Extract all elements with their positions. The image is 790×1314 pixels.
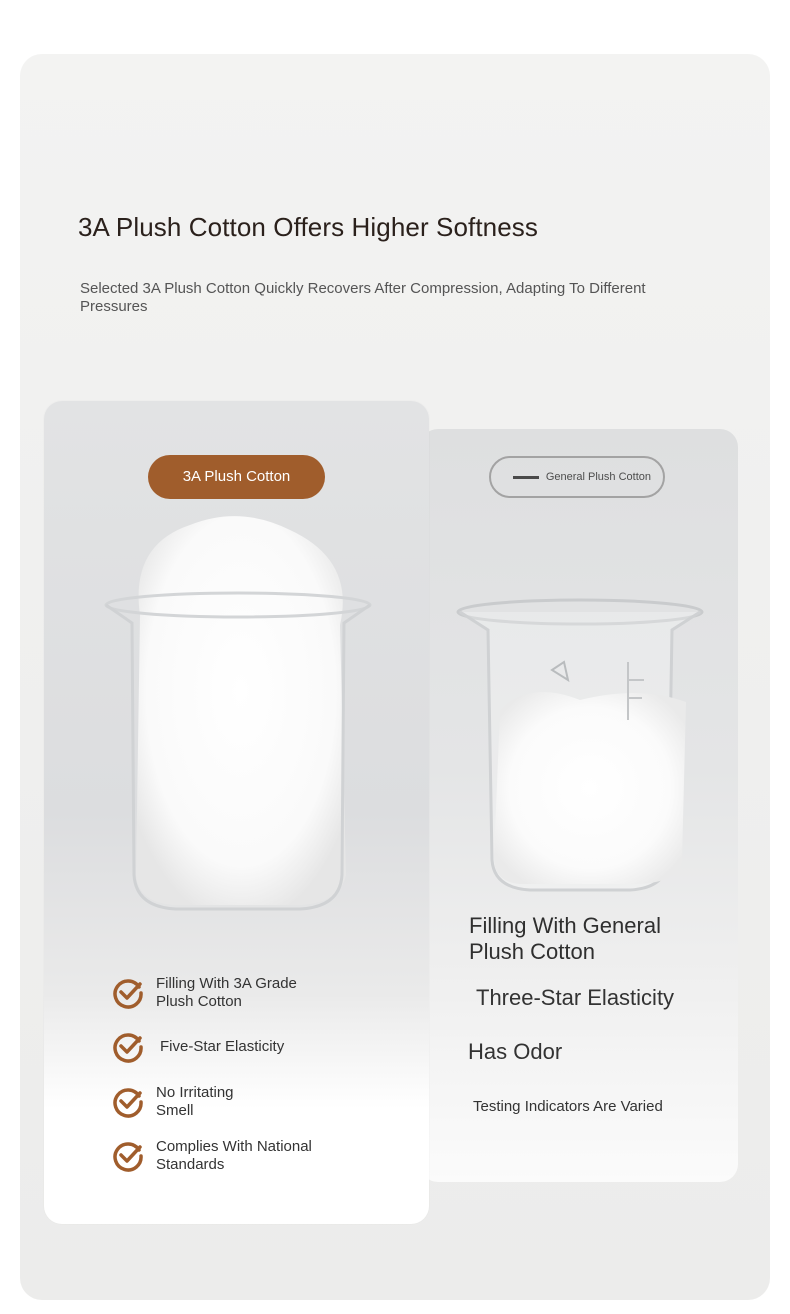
general-cotton-item: Three-Star Elasticity — [476, 985, 675, 1010]
general-cotton-badge-label: General Plush Cotton — [545, 471, 651, 483]
feature-item — [112, 1031, 330, 1063]
general-cotton-item: Has Odor — [468, 1039, 563, 1064]
plush-cotton-3a-beaker-image — [100, 505, 375, 915]
page-title: 3A Plush Cotton Offers Higher Softness — [78, 212, 539, 242]
feature-item — [112, 1084, 256, 1120]
check-circle-icon — [112, 977, 144, 1009]
check-circle-icon — [112, 1140, 144, 1172]
feature-label: Complies With National Standards — [156, 1138, 312, 1173]
general-cotton-badge — [489, 456, 665, 498]
general-cotton-beaker-image — [450, 590, 710, 895]
general-cotton-title: Filling With General Plush Cotton — [469, 913, 661, 964]
feature-label: Filling With 3A Grade Plush Cotton — [156, 975, 297, 1010]
check-circle-icon — [112, 1031, 144, 1063]
page-subtitle: Selected 3A Plush Cotton Quickly Recovers After Compression, Adapting To Different Pressures — [80, 280, 646, 315]
plush-cotton-3a-badge: 3A Plush Cotton — [148, 455, 325, 499]
dash-icon — [513, 476, 539, 479]
feature-item — [112, 975, 326, 1011]
general-cotton-item: Testing Indicators Are Varied — [473, 1098, 663, 1115]
feature-label: No Irritating Smell — [156, 1084, 234, 1119]
feature-label: Five-Star Elasticity — [160, 1038, 285, 1055]
check-circle-icon — [112, 1086, 144, 1118]
feature-item — [112, 1138, 316, 1174]
